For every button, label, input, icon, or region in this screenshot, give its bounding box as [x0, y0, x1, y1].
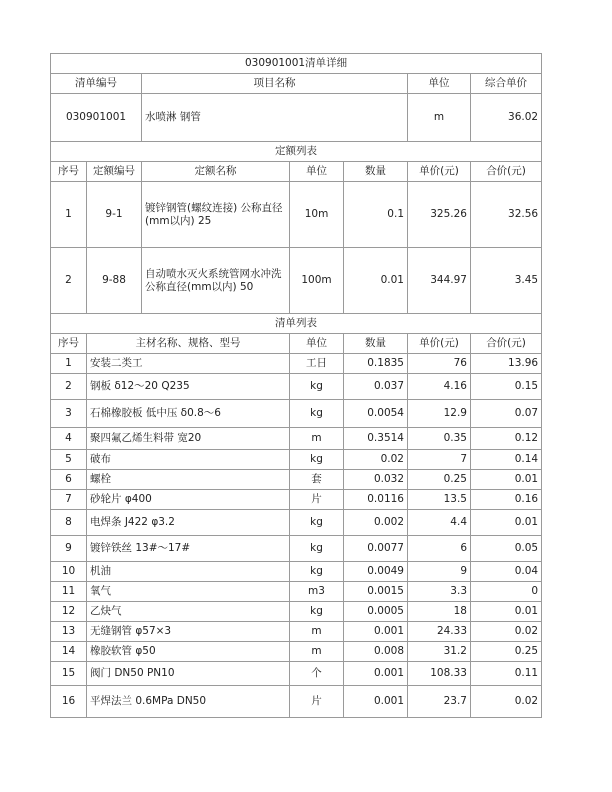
material-total: 0.07 [471, 400, 542, 428]
material-qty: 0.032 [344, 470, 408, 490]
material-qty: 0.0077 [344, 536, 408, 562]
bill-row [51, 94, 542, 142]
quota-row [51, 182, 542, 248]
material-total: 13.96 [471, 354, 542, 374]
quota-code: 9-1 [87, 182, 142, 248]
material-name: 钢板 δ12～20 Q235 [87, 374, 290, 400]
material-name: 螺栓 [87, 470, 290, 490]
material-row [51, 602, 542, 622]
material-row [51, 642, 542, 662]
material-qty: 0.1835 [344, 354, 408, 374]
quota-header-unit: 单位 [290, 162, 344, 182]
quota-header-unit-price: 单价(元) [408, 162, 471, 182]
quota-seq: 2 [51, 248, 87, 314]
material-qty: 0.3514 [344, 428, 408, 450]
material-total: 0.01 [471, 470, 542, 490]
material-total: 0.11 [471, 662, 542, 686]
quota-header-total: 合价(元) [471, 162, 542, 182]
material-name: 聚四氟乙烯生料带 宽20 [87, 428, 290, 450]
material-total: 0.15 [471, 374, 542, 400]
material-seq: 8 [51, 510, 87, 536]
material-header-name: 主材名称、规格、型号 [87, 334, 290, 354]
material-unit: kg [290, 602, 344, 622]
material-unit-price: 108.33 [408, 662, 471, 686]
quota-unit: 100m [290, 248, 344, 314]
bill-header-price: 综合单价 [471, 74, 542, 94]
material-unit-price: 4.4 [408, 510, 471, 536]
material-total: 0 [471, 582, 542, 602]
material-unit-price: 12.9 [408, 400, 471, 428]
material-header-total: 合价(元) [471, 334, 542, 354]
material-header-unit: 单位 [290, 334, 344, 354]
material-row [51, 686, 542, 718]
material-unit: kg [290, 536, 344, 562]
material-unit-price: 24.33 [408, 622, 471, 642]
bill-header-row [51, 74, 542, 94]
material-seq: 10 [51, 562, 87, 582]
material-unit-price: 9 [408, 562, 471, 582]
quota-header-code: 定额编号 [87, 162, 142, 182]
material-seq: 6 [51, 470, 87, 490]
material-unit-price: 3.3 [408, 582, 471, 602]
material-unit-price: 0.25 [408, 470, 471, 490]
material-name: 安装二类工 [87, 354, 290, 374]
material-name: 镀锌铁丝 13#～17# [87, 536, 290, 562]
material-qty: 0.008 [344, 642, 408, 662]
quota-unit: 10m [290, 182, 344, 248]
quota-name: 自动喷水灭火系统管网水冲洗 公称直径(mm以内) 50 [142, 248, 290, 314]
material-row [51, 562, 542, 582]
material-seq: 9 [51, 536, 87, 562]
material-name: 破布 [87, 450, 290, 470]
material-row [51, 622, 542, 642]
material-seq: 3 [51, 400, 87, 428]
quota-unit-price: 344.97 [408, 248, 471, 314]
material-total: 0.04 [471, 562, 542, 582]
material-section-row [51, 314, 542, 334]
quota-seq: 1 [51, 182, 87, 248]
material-unit: kg [290, 450, 344, 470]
material-name: 无缝钢管 φ57×3 [87, 622, 290, 642]
material-seq: 5 [51, 450, 87, 470]
bill-detail-table [50, 53, 542, 718]
material-unit-price: 31.2 [408, 642, 471, 662]
material-unit-price: 4.16 [408, 374, 471, 400]
material-unit: m [290, 428, 344, 450]
quota-total: 3.45 [471, 248, 542, 314]
material-seq: 13 [51, 622, 87, 642]
material-total: 0.02 [471, 686, 542, 718]
material-unit: 个 [290, 662, 344, 686]
material-unit: 片 [290, 490, 344, 510]
material-row [51, 582, 542, 602]
material-qty: 0.02 [344, 450, 408, 470]
material-unit-price: 0.35 [408, 428, 471, 450]
material-unit-price: 7 [408, 450, 471, 470]
material-row [51, 490, 542, 510]
material-name: 乙炔气 [87, 602, 290, 622]
material-qty: 0.002 [344, 510, 408, 536]
material-unit: m [290, 622, 344, 642]
material-seq: 1 [51, 354, 87, 374]
material-row [51, 400, 542, 428]
material-unit-price: 18 [408, 602, 471, 622]
material-row [51, 470, 542, 490]
material-seq: 4 [51, 428, 87, 450]
material-total: 0.16 [471, 490, 542, 510]
bill-header-unit: 单位 [408, 74, 471, 94]
material-unit: m [290, 642, 344, 662]
material-name: 氧气 [87, 582, 290, 602]
material-unit-price: 6 [408, 536, 471, 562]
material-qty: 0.037 [344, 374, 408, 400]
bill-unit: m [408, 94, 471, 142]
bill-code: 030901001 [51, 94, 142, 142]
material-unit-price: 76 [408, 354, 471, 374]
material-total: 0.25 [471, 642, 542, 662]
quota-section-row [51, 142, 542, 162]
material-name: 平焊法兰 0.6MPa DN50 [87, 686, 290, 718]
material-row [51, 428, 542, 450]
bill-price: 36.02 [471, 94, 542, 142]
material-name: 砂轮片 φ400 [87, 490, 290, 510]
material-unit: m3 [290, 582, 344, 602]
material-row [51, 374, 542, 400]
quota-name: 镀锌钢管(螺纹连接) 公称直径(mm以内) 25 [142, 182, 290, 248]
material-name: 石棉橡胶板 低中压 δ0.8～6 [87, 400, 290, 428]
quota-total: 32.56 [471, 182, 542, 248]
material-name: 阀门 DN50 PN10 [87, 662, 290, 686]
material-total: 0.14 [471, 450, 542, 470]
material-unit: kg [290, 510, 344, 536]
material-qty: 0.0116 [344, 490, 408, 510]
bill-name: 水喷淋 钢管 [142, 94, 408, 142]
material-header-row [51, 334, 542, 354]
quota-unit-price: 325.26 [408, 182, 471, 248]
material-seq: 12 [51, 602, 87, 622]
material-unit: kg [290, 562, 344, 582]
material-unit: 片 [290, 686, 344, 718]
material-header-qty: 数量 [344, 334, 408, 354]
material-qty: 0.0054 [344, 400, 408, 428]
quota-section-title: 定额列表 [51, 142, 542, 162]
material-total: 0.01 [471, 510, 542, 536]
material-row [51, 662, 542, 686]
material-qty: 0.0005 [344, 602, 408, 622]
quota-qty: 0.1 [344, 182, 408, 248]
page-title: 030901001清单详细 [51, 54, 542, 74]
material-name: 机油 [87, 562, 290, 582]
quota-header-name: 定额名称 [142, 162, 290, 182]
material-qty: 0.0049 [344, 562, 408, 582]
material-unit-price: 23.7 [408, 686, 471, 718]
material-row [51, 450, 542, 470]
material-header-seq: 序号 [51, 334, 87, 354]
material-qty: 0.001 [344, 622, 408, 642]
material-unit: 工日 [290, 354, 344, 374]
material-seq: 14 [51, 642, 87, 662]
material-unit: kg [290, 400, 344, 428]
material-qty: 0.001 [344, 686, 408, 718]
quota-code: 9-88 [87, 248, 142, 314]
material-header-unit-price: 单价(元) [408, 334, 471, 354]
quota-header-qty: 数量 [344, 162, 408, 182]
material-section-title: 清单列表 [51, 314, 542, 334]
quota-header-seq: 序号 [51, 162, 87, 182]
quota-row [51, 248, 542, 314]
material-unit: 套 [290, 470, 344, 490]
quota-header-row [51, 162, 542, 182]
material-name: 橡胶软管 φ50 [87, 642, 290, 662]
material-total: 0.12 [471, 428, 542, 450]
bill-header-name: 项目名称 [142, 74, 408, 94]
bill-header-code: 清单编号 [51, 74, 142, 94]
material-seq: 2 [51, 374, 87, 400]
material-row [51, 536, 542, 562]
material-row [51, 354, 542, 374]
material-seq: 16 [51, 686, 87, 718]
material-total: 0.05 [471, 536, 542, 562]
material-name: 电焊条 J422 φ3.2 [87, 510, 290, 536]
material-seq: 7 [51, 490, 87, 510]
material-seq: 11 [51, 582, 87, 602]
material-seq: 15 [51, 662, 87, 686]
material-total: 0.01 [471, 602, 542, 622]
material-row [51, 510, 542, 536]
material-total: 0.02 [471, 622, 542, 642]
material-qty: 0.0015 [344, 582, 408, 602]
material-unit: kg [290, 374, 344, 400]
title-row [51, 54, 542, 74]
quota-qty: 0.01 [344, 248, 408, 314]
material-unit-price: 13.5 [408, 490, 471, 510]
material-qty: 0.001 [344, 662, 408, 686]
